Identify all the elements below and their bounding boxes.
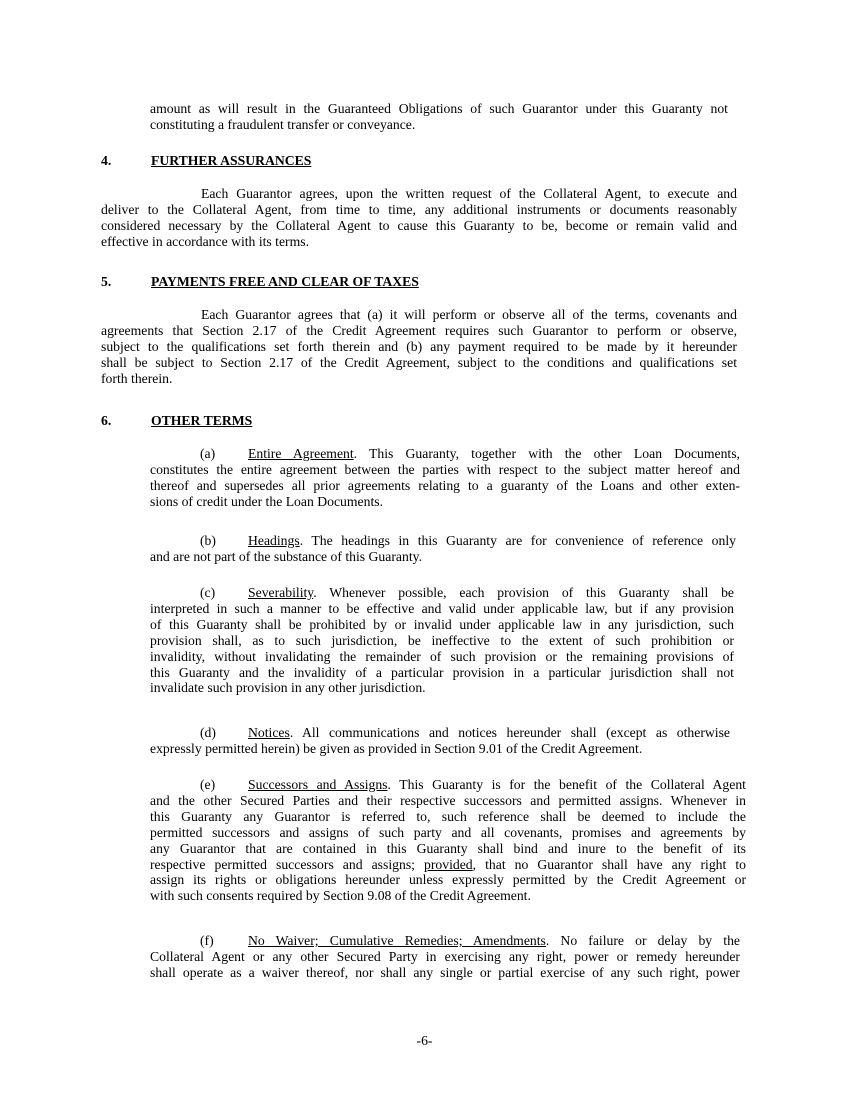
subsection-heading: Severability <box>248 585 314 600</box>
text-line <box>150 777 746 793</box>
subsection-heading: Entire Agreement <box>248 446 354 461</box>
page-number: -6- <box>416 1033 433 1048</box>
text-line: interpreted in such a manner to be effective and valid under applicable law, but if any provision <box>150 600 734 616</box>
text-run: . This Guaranty, together with the other Loan Documents, <box>353 446 740 461</box>
text-line: invalidity, without invalidating the remainder of such provision or the remaining provisions of <box>150 648 734 664</box>
text-line: assign its rights or obligations hereunder unless expressly permitted by the Credit Agreement or <box>150 872 746 888</box>
section-title: PAYMENTS FREE AND CLEAR OF TAXES <box>151 274 419 289</box>
text-line: constitutes the entire agreement between the parties with respect to the subject matter hereof and <box>150 461 740 477</box>
text-line: amount as will result in the Guaranteed Obligations of such Guarantor under this Guaranty not <box>150 101 728 116</box>
subsection-label: (b) <box>200 533 216 548</box>
subsection-f <box>150 933 740 981</box>
subsection-e <box>150 777 746 904</box>
text-line: of this Guaranty shall be prohibited by or invalid under applicable law in any jurisdiction, such <box>150 616 734 632</box>
section-title: OTHER TERMS <box>151 413 253 428</box>
text-line: thereof and supersedes all prior agreements relating to a guaranty of the Loans and other exten- <box>150 477 740 493</box>
text-line <box>150 585 734 601</box>
text-line: Collateral Agent or any other Secured Party in exercising any right, power or remedy hereunder <box>150 948 740 964</box>
text-line <box>150 446 740 462</box>
text-line: and are not part of the substance of this Guaranty. <box>150 548 423 564</box>
text-line: invalidate such provision in any other jurisdiction. <box>150 680 426 696</box>
section-number: 6. <box>101 413 112 428</box>
subsection-d <box>150 725 730 757</box>
text-line: forth therein. <box>101 370 173 386</box>
text-line: any Guarantor that are contained in this Guaranty shall bind and inure to the benefit of its <box>150 840 746 856</box>
section-4-paragraph <box>101 186 737 250</box>
text-line <box>150 533 736 549</box>
text-line: and the other Secured Parties and their respective successors and permitted assigns. Whenever in <box>150 792 746 808</box>
text-line: this Guaranty and the invalidity of a particular provision in a particular jurisdiction shall not <box>150 664 734 680</box>
proviso-term: provided <box>424 856 473 872</box>
text-line: sions of credit under the Loan Documents. <box>150 493 384 509</box>
text-line: agreements that Section 2.17 of the Credit Agreement requires such Guarantor to perform or observe, <box>101 322 737 338</box>
text-line: shall be subject to Section 2.17 of the Credit Agreement, subject to the conditions and qualifications set <box>101 354 737 370</box>
section-5-paragraph <box>101 307 737 387</box>
text-line: provision shall, as to such jurisdiction, be ineffective to the extent of such prohibition or <box>150 632 734 648</box>
continuation-paragraph <box>150 101 728 133</box>
text-run: . No failure or delay by the <box>545 933 740 948</box>
text-line: expressly permitted herein) be given as provided in Section 9.01 of the Credit Agreement. <box>150 740 643 756</box>
subsection-a <box>150 446 740 510</box>
text-run: , that no Guarantor shall have any right to <box>472 856 746 872</box>
subsection-label: (c) <box>200 585 216 600</box>
text-run: . The headings in this Guaranty are for convenience of reference only <box>299 533 736 548</box>
text-line: constituting a fraudulent transfer or conveyance. <box>150 116 416 132</box>
text-line: with such consents required by Section 9.08 of the Credit Agreement. <box>150 888 531 904</box>
subsection-label: (a) <box>200 446 216 461</box>
subsection-heading: Successors and Assigns <box>248 777 388 792</box>
subsection-label: (f) <box>200 933 214 948</box>
subsection-heading: No Waiver; Cumulative Remedies; Amendments <box>248 933 546 948</box>
text-line <box>150 933 740 949</box>
text-run: . All communications and notices hereunder shall (except as otherwise <box>289 725 730 740</box>
subsection-heading: Headings <box>248 533 300 548</box>
subsection-label: (d) <box>200 725 216 740</box>
text-line: Each Guarantor agrees, upon the written request of the Collateral Agent, to execute and <box>201 186 737 201</box>
text-line: subject to the qualifications set forth therein and (b) any payment required to be made by it hereunder <box>101 338 737 354</box>
text-line: deliver to the Collateral Agent, from time to time, any additional instruments or documents reasonably <box>101 201 737 217</box>
text-line: shall operate as a waiver thereof, nor shall any single or partial exercise of any such right, power <box>150 964 740 980</box>
subsection-label: (e) <box>200 777 216 792</box>
subsection-b <box>150 533 736 565</box>
text-line: effective in accordance with its terms. <box>101 233 310 249</box>
section-number: 4. <box>101 153 112 168</box>
subsection-heading: Notices <box>248 725 290 740</box>
text-line <box>150 857 746 873</box>
text-run: . Whenever possible, each provision of this Guaranty shall be <box>313 585 734 600</box>
text-run: respective permitted successors and assigns; <box>150 856 424 872</box>
section-title: FURTHER ASSURANCES <box>151 153 312 168</box>
text-line: Each Guarantor agrees that (a) it will perform or observe all of the terms, covenants and <box>201 307 737 322</box>
text-line <box>150 725 730 741</box>
text-line: this Guaranty any Guarantor is referred to, such reference shall be deemed to include the <box>150 808 746 824</box>
text-line: permitted successors and assigns of such party and all covenants, promises and agreements by <box>150 824 746 840</box>
section-number: 5. <box>101 274 112 289</box>
text-run: . This Guaranty is for the benefit of the Collateral Agent <box>387 777 746 792</box>
text-line: considered necessary by the Collateral Agent to cause this Guaranty to be, become or remain valid and <box>101 217 737 233</box>
subsection-c <box>150 585 734 696</box>
